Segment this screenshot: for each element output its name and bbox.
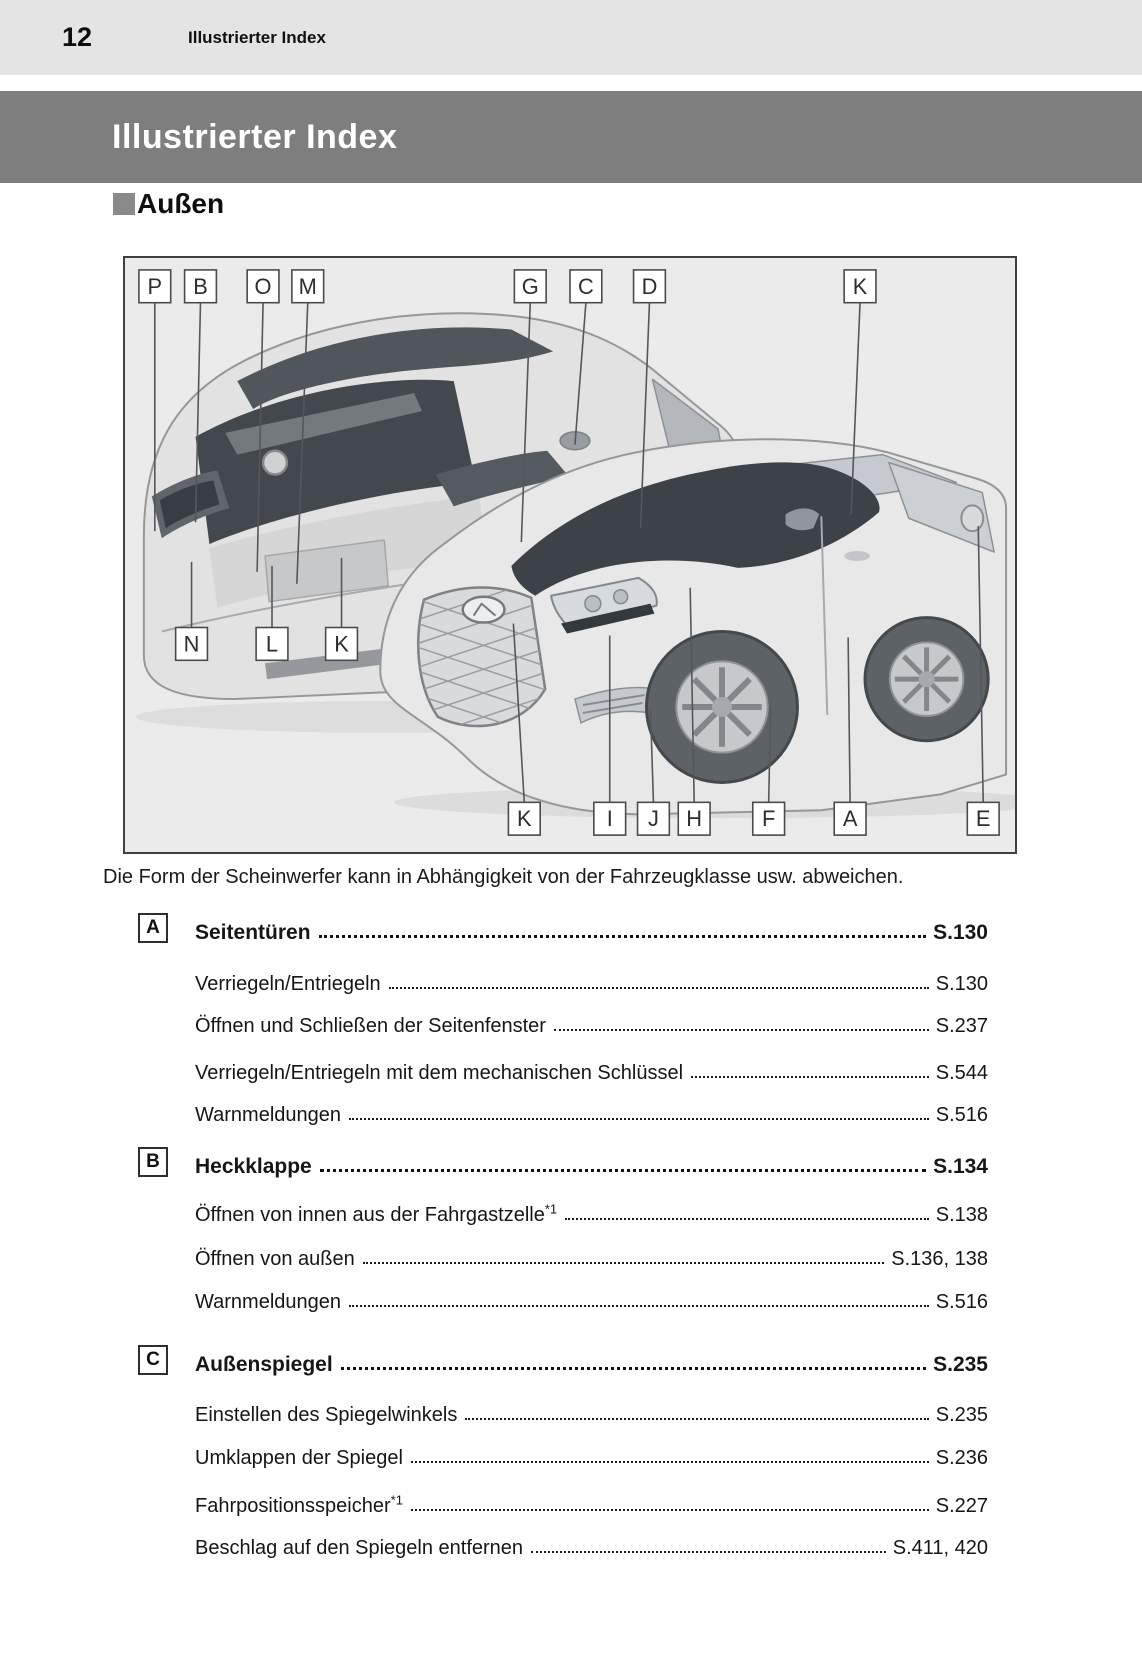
svg-text:E: E — [975, 806, 991, 832]
index-subentry — [138, 1433, 988, 1469]
index-subentry-page-ref: S.516 — [935, 1104, 988, 1126]
svg-text:B: B — [193, 273, 208, 299]
svg-text:J: J — [647, 806, 659, 832]
index-entry-label: Außenspiegel — [195, 1352, 333, 1376]
svg-text:H: H — [686, 806, 703, 832]
index-subentry-label: Fahrpositionsspeicher$^{*1}$ — [195, 1492, 403, 1517]
svg-text:O: O — [254, 273, 272, 299]
running-header-title: Illustrierter Index — [188, 27, 326, 47]
dot-leader — [691, 1076, 929, 1078]
svg-text:A: A — [842, 806, 858, 832]
index-subentry-page-ref: S.411, 420 — [892, 1537, 988, 1559]
exterior-callout-diagram — [123, 256, 1017, 854]
dot-leader — [341, 1367, 926, 1370]
index-subentry-label: Verriegeln/Entriegeln — [195, 973, 381, 995]
index-subentry — [138, 1390, 988, 1426]
chapter-banner-title: Illustrierter Index — [112, 117, 398, 156]
index-subentry-label: Umklappen der Spiegel — [195, 1447, 403, 1469]
index-subentry — [138, 1048, 988, 1084]
index-letter-badge: A — [138, 913, 168, 943]
index-entry-label: Heckklappe — [195, 1154, 312, 1178]
index-subentry-label: Öffnen von außen — [195, 1248, 355, 1270]
dot-leader — [465, 1418, 928, 1420]
dot-leader — [320, 1169, 926, 1172]
dot-leader — [554, 1029, 929, 1031]
svg-text:P: P — [147, 273, 163, 299]
index-subentry — [138, 1001, 988, 1037]
square-bullet-icon — [113, 193, 135, 215]
index-subentry-page-ref: S.544 — [935, 1062, 988, 1084]
index-subentry-page-ref: S.237 — [935, 1015, 988, 1037]
svg-text:F: F — [761, 806, 776, 832]
index-subentry-page-ref: S.235 — [935, 1404, 988, 1426]
svg-text:G: G — [521, 273, 539, 299]
index-subentry-label: Einstellen des Spiegelwinkels — [195, 1404, 458, 1426]
dot-leader — [319, 935, 927, 938]
front-wheel — [646, 631, 797, 782]
index-subentry-label: Öffnen und Schließen der Seitenfenster — [195, 1015, 546, 1037]
index-subentry — [138, 1481, 988, 1517]
index-subentry — [138, 959, 988, 995]
svg-text:N: N — [183, 631, 200, 657]
index-subentry-label: Verriegeln/Entriegeln mit dem mechanischen Schlüssel — [195, 1062, 684, 1084]
rear-wheel — [865, 618, 988, 741]
index-letter-badge: B — [138, 1147, 168, 1177]
dot-leader — [389, 987, 929, 989]
svg-text:I: I — [606, 806, 613, 832]
index-subentry-page-ref: S.227 — [935, 1495, 988, 1517]
subsection-label: Außen — [137, 188, 225, 219]
index-entry-page-ref: S.130 — [933, 920, 988, 944]
index-subentry-label: Warnmeldungen — [195, 1291, 342, 1313]
dot-leader — [363, 1262, 885, 1264]
svg-text:K: K — [517, 806, 532, 832]
chapter-banner — [0, 91, 1142, 183]
page-number: 12 — [62, 22, 93, 52]
page-header-band — [0, 0, 1142, 75]
index-subentry-page-ref: S.516 — [935, 1291, 988, 1313]
subsection-heading — [113, 190, 224, 218]
dot-leader — [411, 1509, 929, 1511]
footnote-marker: *1 — [390, 1492, 403, 1508]
index-subentry — [138, 1090, 988, 1126]
index-subentry-page-ref: S.136, 138 — [891, 1248, 988, 1270]
vehicle-illustration — [125, 258, 1015, 852]
index-subentry-label: Warnmeldungen — [195, 1104, 342, 1126]
dot-leader — [349, 1305, 929, 1307]
svg-text:C: C — [578, 273, 594, 299]
index-subentry-label: Beschlag auf den Spiegeln entfernen — [195, 1537, 524, 1559]
svg-text:M: M — [298, 273, 317, 299]
index-entry-page-ref: S.134 — [933, 1154, 988, 1178]
index-subentry — [138, 1523, 988, 1559]
index-entry-label: Seitentüren — [195, 920, 311, 944]
index-subentry — [138, 1190, 988, 1226]
dot-leader — [349, 1118, 929, 1120]
svg-text:L: L — [265, 631, 279, 657]
diagram-caption: Die Form der Scheinwerfer kann in Abhängigkeit von der Fahrzeugklasse usw. abweichen. — [103, 866, 904, 888]
svg-text:K: K — [852, 273, 868, 299]
index-subentry — [138, 1277, 988, 1313]
index-entry-A — [138, 908, 988, 944]
index-subentry-page-ref: S.236 — [935, 1447, 988, 1469]
svg-text:K: K — [334, 631, 349, 657]
index-subentry-page-ref: S.130 — [935, 973, 988, 995]
dot-leader — [411, 1461, 929, 1463]
footnote-marker: *1 — [544, 1201, 558, 1217]
index-entry-page-ref: S.235 — [933, 1352, 988, 1376]
index-entry-C — [138, 1340, 988, 1376]
index-subentry-label: Öffnen von innen aus der Fahrgastzelle$^{*1}$ — [195, 1201, 558, 1226]
svg-text:D: D — [641, 273, 658, 299]
dot-leader — [565, 1218, 929, 1220]
index-entry-B — [138, 1142, 988, 1178]
index-subentry — [138, 1234, 988, 1270]
index-subentry-page-ref: S.138 — [935, 1204, 988, 1226]
index-letter-badge: C — [138, 1345, 168, 1375]
dot-leader — [531, 1551, 886, 1553]
